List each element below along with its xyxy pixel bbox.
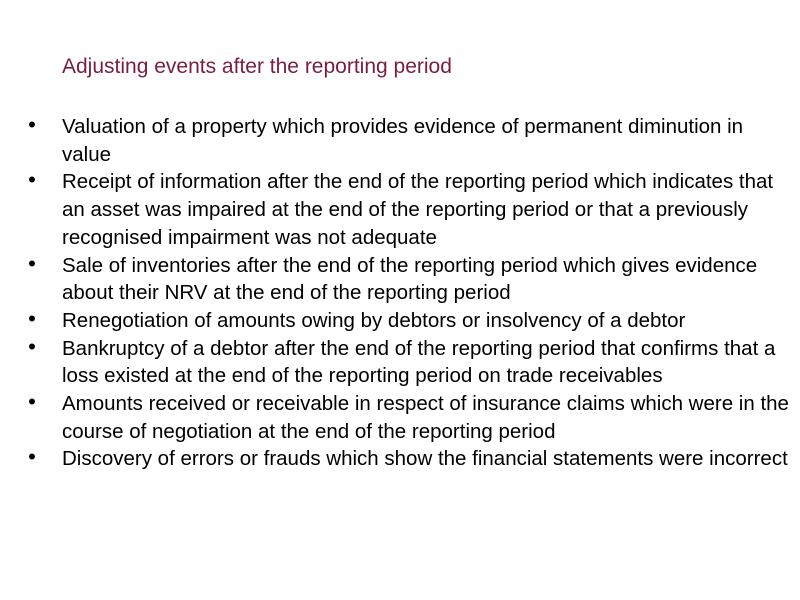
bullet-list <box>22 113 794 473</box>
bullet-item <box>22 168 794 251</box>
bullet-dot-icon: • <box>28 167 36 193</box>
bullet-text: Discovery of errors or frauds which show the financial statements were incorrect <box>62 447 788 471</box>
bullet-dot-icon: • <box>28 444 36 470</box>
bullet-item <box>22 335 794 390</box>
bullet-dot-icon: • <box>28 112 36 137</box>
bullet-text: Renegotiation of amounts owing by debtors or insolvency of a debtor <box>62 308 686 332</box>
bullet-dot-icon: • <box>28 250 36 276</box>
slide-title: Adjusting events after the reporting period <box>62 55 452 78</box>
bullet-text: Bankruptcy of a debtor after the end of the reporting period that confirms that a loss existed at the end of the reporting period on trade receivables <box>62 336 776 388</box>
bullet-text: Valuation of a property which provides evidence of permanent diminution in value <box>62 115 744 166</box>
bullet-item <box>22 390 794 445</box>
bullet-item <box>22 113 794 168</box>
bullet-dot-icon: • <box>28 305 36 331</box>
bullet-text: Receipt of information after the end of the reporting period which indicates that an asset was impaired at the end of the reporting period or that a previously recognised impairment was not adequate <box>62 170 774 249</box>
bullet-dot-icon: • <box>28 333 36 359</box>
bullet-item <box>22 307 794 335</box>
bullet-dot-icon: • <box>28 389 36 415</box>
bullet-item <box>22 252 794 307</box>
bullet-text: Amounts received or receivable in respect of insurance claims which were in the course of negotiation at the end of the reporting period <box>62 392 789 443</box>
bullet-item <box>22 445 794 473</box>
bullet-text: Sale of inventories after the end of the reporting period which gives evidence about their NRV at the end of the reporting period <box>62 253 758 305</box>
